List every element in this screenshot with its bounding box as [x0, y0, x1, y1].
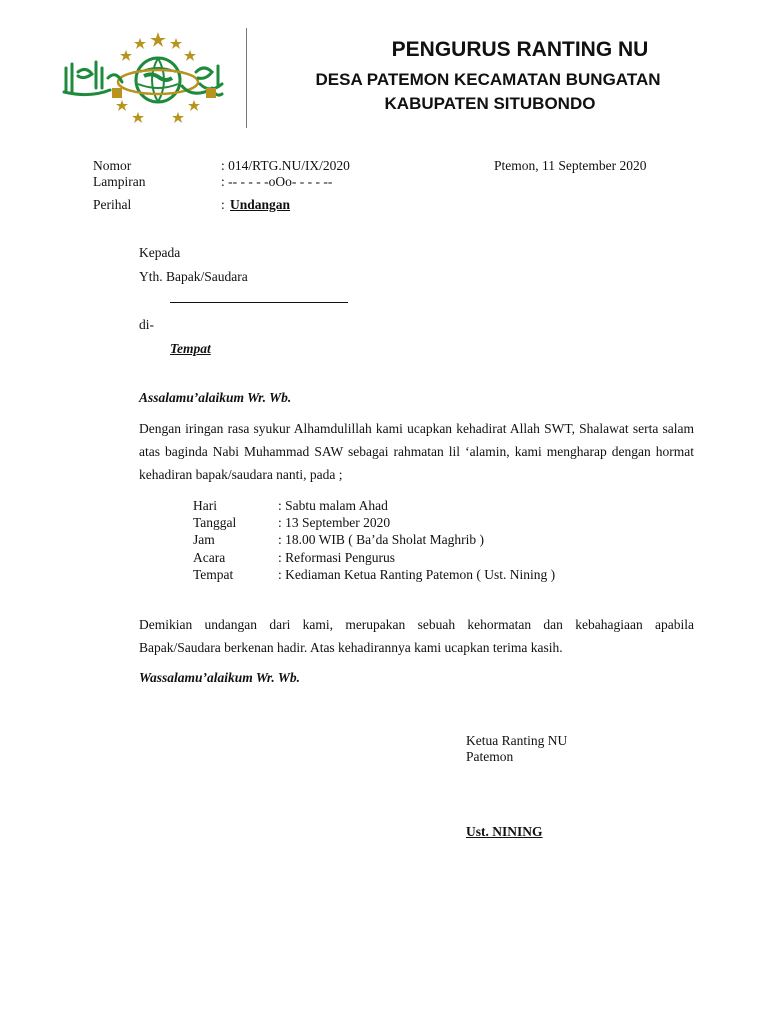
addressee-blank-line — [170, 302, 348, 303]
detail-label-hari: Hari — [193, 498, 217, 513]
perihal-value: Undangan — [230, 197, 291, 212]
intro-paragraph: Dengan iringan rasa syukur Alhamdulillah kami ucapkan kehadirat Allah SWT, Shalawat serta salam atas baginda Nabi Muhammad SAW sebagai rahmatan lil ‘alamin, kami mengharap dengan hormat kehadiran bapak/saudara nanti, pada ; — [139, 421, 694, 482]
header-divider — [246, 28, 247, 128]
detail-value-acara: : Reformasi Pengurus — [278, 550, 395, 565]
closing-salam: Wassalamu’alaikum Wr. Wb. — [139, 670, 301, 685]
detail-value-jam: : 18.00 WIB ( Ba’da Sholat Maghrib ) — [278, 532, 484, 547]
lampiran-label: Lampiran — [93, 174, 146, 189]
nomor-label: Nomor — [93, 158, 132, 173]
org-subtitle-regency: KABUPATEN SITUBONDO — [384, 94, 596, 113]
detail-label-jam: Jam — [193, 532, 215, 547]
di-text: di- — [139, 317, 154, 332]
nomor-value: : 014/RTG.NU/IX/2020 — [221, 158, 350, 173]
detail-value-tanggal: : 13 September 2020 — [278, 515, 391, 530]
greeting: Assalamu’alaikum Wr. Wb. — [139, 390, 292, 405]
detail-label-tanggal: Tanggal — [193, 515, 237, 530]
yth-text: Yth. Bapak/Saudara — [139, 269, 248, 284]
detail-label-acara: Acara — [193, 550, 226, 565]
detail-label-tempat: Tempat — [193, 567, 234, 582]
signature-name: Ust. NINING — [466, 824, 543, 839]
detail-value-hari: : Sabtu malam Ahad — [278, 498, 388, 513]
signature-place: Patemon — [466, 749, 514, 764]
org-title: PENGURUS RANTING NU — [391, 38, 649, 61]
tempat-text: Tempat — [170, 341, 211, 356]
letter-date: Ptemon, 11 September 2020 — [494, 158, 647, 173]
perihal-label: Perihal — [93, 197, 132, 212]
globe-icon — [136, 58, 180, 102]
closing-paragraph: Demikian undangan dari kami, merupakan sebuah kehormatan dan kebahagiaan apabila Bapak/Saudara berkenan hadir. Atas kehadirannya kami ucapkan terima kasih. — [139, 617, 694, 655]
org-subtitle-village: DESA PATEMON KECAMATAN BUNGATAN — [315, 70, 661, 89]
nu-logo — [60, 28, 225, 128]
kepada-text: Kepada — [139, 245, 181, 260]
perihal-colon: : — [221, 197, 225, 212]
lampiran-value: : -- - - - -oOo- - - - -- — [221, 174, 333, 189]
detail-value-tempat: : Kediaman Ketua Ranting Patemon ( Ust. Nining ) — [278, 567, 556, 582]
signature-title: Ketua Ranting NU — [466, 733, 568, 748]
